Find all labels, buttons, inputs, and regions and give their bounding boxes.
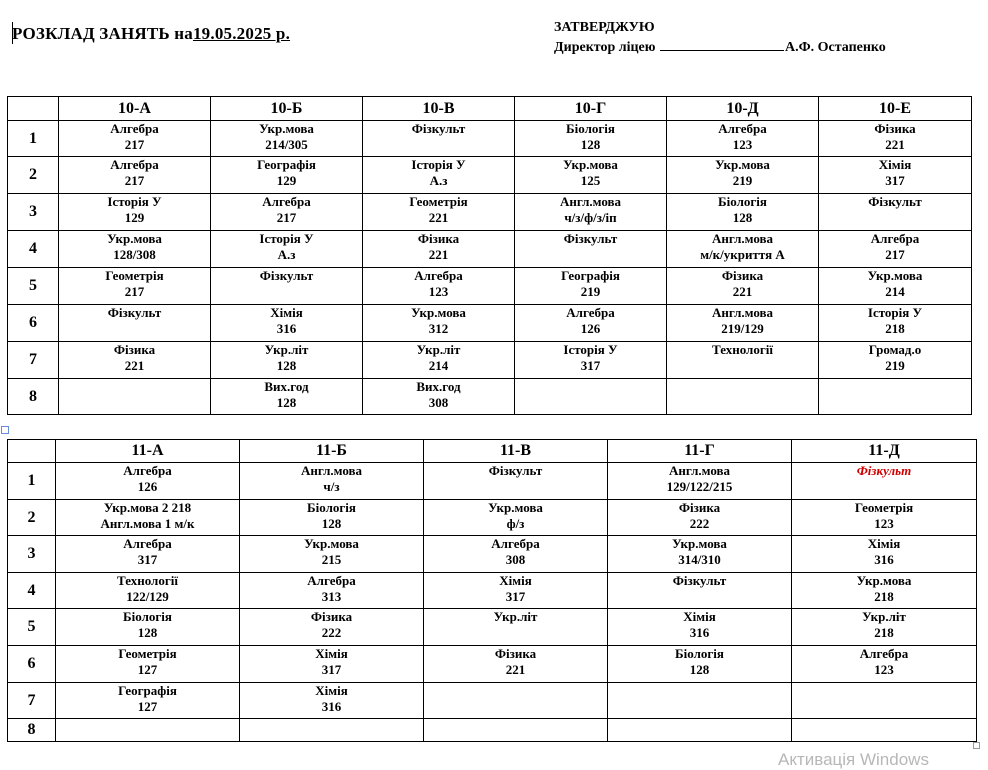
lesson-cell <box>56 719 240 742</box>
subject-label: Геометрія <box>854 500 914 515</box>
subject-label: Англ.мова <box>559 194 622 209</box>
lesson-cell <box>59 121 211 157</box>
subject-label: Громад.о <box>868 342 922 357</box>
subject-label: Англ.мова <box>300 463 363 478</box>
lesson-cell <box>608 536 792 573</box>
lesson-row <box>8 609 977 646</box>
room-label: 317 <box>885 173 905 188</box>
lesson-cell <box>667 379 819 415</box>
lesson-cell <box>56 683 240 719</box>
subject-label: Географія <box>257 157 316 172</box>
table-anchor-icon <box>1 426 9 434</box>
lesson-cell <box>819 379 972 415</box>
subject-label: Фізкульт <box>259 268 314 283</box>
room-label: 221 <box>732 284 753 299</box>
room-label: ф/з <box>506 516 525 531</box>
subject-label: Фізика <box>874 121 916 136</box>
lesson-row <box>8 342 972 379</box>
subject-label: Біологія <box>675 646 724 661</box>
lesson-cell <box>211 121 363 157</box>
lesson-cell <box>363 194 515 231</box>
room-label: 128 <box>580 137 601 152</box>
room-label: 221 <box>428 210 449 225</box>
lesson-cell <box>819 157 972 194</box>
lesson-number: 7 <box>8 342 59 379</box>
subject-label: Хімія <box>499 573 532 588</box>
room-label: 128 <box>276 358 297 373</box>
lesson-cell <box>424 609 608 646</box>
lesson-cell <box>515 379 667 415</box>
subject-label: Фізика <box>113 342 156 357</box>
lesson-row <box>8 194 972 231</box>
subject-label: Укр.мова <box>563 157 618 172</box>
schedule-table-grade-10 <box>7 96 972 415</box>
lesson-cell <box>515 268 667 305</box>
lesson-cell <box>56 609 240 646</box>
lesson-cell <box>211 379 363 415</box>
lesson-cell <box>608 609 792 646</box>
room-label: 222 <box>321 625 342 640</box>
approval-block <box>554 18 886 58</box>
lesson-cell <box>363 231 515 268</box>
subject-label: Фізика <box>494 646 537 661</box>
schedule-title <box>12 24 290 44</box>
lesson-cell <box>515 157 667 194</box>
director-line <box>554 38 886 58</box>
subject-label: Укр.літ <box>493 609 538 624</box>
subject-label: Англ.мова <box>711 231 774 246</box>
subject-label: Хімія <box>315 683 348 698</box>
room-label: 219 <box>580 284 601 299</box>
room-label: 316 <box>321 699 342 714</box>
lesson-cell <box>667 194 819 231</box>
room-label: 218 <box>874 625 894 640</box>
lesson-cell <box>363 342 515 379</box>
subject-label: Хімія <box>315 646 348 661</box>
lesson-cell <box>59 157 211 194</box>
lesson-cell <box>792 646 977 683</box>
lesson-cell <box>240 500 424 536</box>
title-prefix: РОЗКЛАД ЗАНЯТЬ на <box>12 24 193 43</box>
subject-label: Фізкульт <box>411 121 466 136</box>
lesson-cell <box>667 121 819 157</box>
subject-label: Алгебра <box>123 536 172 551</box>
lesson-row <box>8 573 977 609</box>
subject-label: Історія У <box>563 342 618 357</box>
room-label: 123 <box>874 516 894 531</box>
room-label: 128 <box>276 395 297 410</box>
lesson-number: 3 <box>8 194 59 231</box>
lesson-cell <box>608 500 792 536</box>
lesson-cell <box>515 305 667 342</box>
room-label: 316 <box>874 552 894 567</box>
room-label: 217 <box>124 137 145 152</box>
lesson-cell <box>792 536 977 573</box>
lesson-number: 6 <box>8 305 59 342</box>
lesson-row <box>8 719 977 742</box>
subject-label: Геометрія <box>118 646 177 661</box>
room-label: 218 <box>885 321 905 336</box>
room-label: 123 <box>428 284 449 299</box>
subject-label: Алгебра <box>262 194 311 209</box>
lesson-cell <box>59 342 211 379</box>
lesson-cell <box>211 231 363 268</box>
lesson-cell <box>59 379 211 415</box>
subject-label: Фізкульт <box>672 573 727 588</box>
subject-label: Технології <box>712 342 773 357</box>
subject-label: Укр.мова <box>107 231 162 246</box>
approve-label: ЗАТВЕРДЖУЮ <box>554 20 655 35</box>
lesson-cell <box>56 463 240 500</box>
subject-label: Географія <box>561 268 620 283</box>
lesson-cell <box>608 646 792 683</box>
lesson-cell <box>819 268 972 305</box>
subject-label: Укр.мова <box>672 536 727 551</box>
corner-cell <box>8 440 56 463</box>
subject-label: Історія У <box>867 305 923 320</box>
room-label: 127 <box>137 699 158 714</box>
lesson-cell <box>363 379 515 415</box>
page-corner-mark <box>973 742 980 749</box>
subject-label: Хімія <box>270 305 303 320</box>
subject-label: Біологія <box>718 194 767 209</box>
room-label: 129 <box>276 173 297 188</box>
lesson-cell <box>240 573 424 609</box>
room-label: 222 <box>689 516 710 531</box>
lesson-cell <box>424 536 608 573</box>
room-label: 126 <box>580 321 601 336</box>
room-label: 214/305 <box>265 137 308 152</box>
subject-label: Фізика <box>678 500 721 515</box>
room-label: 215 <box>321 552 342 567</box>
lesson-cell <box>363 157 515 194</box>
room-label: 317 <box>321 662 342 677</box>
lesson-cell <box>424 463 608 500</box>
lesson-cell <box>240 463 424 500</box>
lesson-cell <box>792 463 977 500</box>
lesson-row <box>8 463 977 500</box>
room-label: 125 <box>580 173 601 188</box>
room-label: 123 <box>732 137 753 152</box>
lesson-cell <box>667 231 819 268</box>
subject-label: Англ.мова <box>711 305 774 320</box>
lesson-row <box>8 683 977 719</box>
lesson-row <box>8 121 972 157</box>
lesson-cell <box>792 719 977 742</box>
lesson-row <box>8 157 972 194</box>
subject-label: Алгебра <box>859 646 909 661</box>
subject-label: Біологія <box>307 500 356 515</box>
room-label: 214 <box>428 358 449 373</box>
lesson-cell <box>211 305 363 342</box>
lesson-cell <box>56 500 240 536</box>
subject-label: Фізкульт <box>563 231 618 246</box>
subject-label: Вих.год <box>416 379 461 394</box>
room-label: 316 <box>276 321 297 336</box>
room-label: 122/129 <box>126 589 169 604</box>
subject-label: Алгебра <box>491 536 540 551</box>
lesson-cell <box>515 342 667 379</box>
lesson-cell <box>211 342 363 379</box>
lesson-cell <box>240 646 424 683</box>
lesson-number: 1 <box>8 463 56 500</box>
room-label: 314/310 <box>678 552 721 567</box>
lesson-number: 3 <box>8 536 56 573</box>
subject-label: Алгебра <box>718 121 767 136</box>
room-label: ч/з <box>323 479 340 494</box>
lesson-cell <box>240 719 424 742</box>
lesson-row <box>8 646 977 683</box>
lesson-cell <box>211 194 363 231</box>
room-label: 219 <box>885 358 905 373</box>
lesson-cell <box>608 463 792 500</box>
room-label: 308 <box>505 552 526 567</box>
subject-label: Алгебра <box>110 157 159 172</box>
lesson-number: 8 <box>8 379 59 415</box>
class-header: 10-Д <box>667 97 819 121</box>
lesson-cell <box>240 536 424 573</box>
director-label: Директор ліцею <box>554 40 656 55</box>
subject-label: Геометрія <box>105 268 164 283</box>
title-date: 19.05.2025 р. <box>192 24 291 43</box>
lesson-number: 1 <box>8 121 59 157</box>
lesson-cell <box>59 305 211 342</box>
room-label: 217 <box>124 173 145 188</box>
room-label: 128 <box>732 210 753 225</box>
room-label: 128/308 <box>113 247 156 262</box>
schedule-table-grade-11 <box>7 439 977 742</box>
subject-label: Геометрія <box>409 194 468 209</box>
header-row <box>8 440 977 463</box>
lesson-cell <box>792 573 977 609</box>
lesson-cell <box>515 231 667 268</box>
subject-label: Алгебра <box>110 121 159 136</box>
subject-label: Фізика <box>417 231 460 246</box>
lesson-cell <box>211 268 363 305</box>
room-label: 128 <box>137 625 158 640</box>
lesson-cell <box>56 573 240 609</box>
room-label: ч/з/ф/з/іп <box>564 210 617 225</box>
lesson-cell <box>819 342 972 379</box>
lesson-cell <box>515 194 667 231</box>
lesson-row <box>8 536 977 573</box>
windows-activation-watermark: Активація Windows <box>778 750 929 769</box>
subject-label: Англ.мова <box>668 463 731 478</box>
room-label: 217 <box>276 210 297 225</box>
class-header: 11-А <box>56 440 240 463</box>
room-label: 129 <box>124 210 145 225</box>
subject-label: Укр.літ <box>862 609 906 624</box>
lesson-row <box>8 231 972 268</box>
lesson-cell <box>211 157 363 194</box>
subject-label: Історія У <box>107 194 162 209</box>
lesson-number: 2 <box>8 500 56 536</box>
subject-label: Фізика <box>310 609 353 624</box>
room-label: 317 <box>137 552 158 567</box>
lesson-cell <box>819 121 972 157</box>
room-label: 221 <box>124 358 145 373</box>
director-name: А.Ф. Остапенко <box>784 40 886 55</box>
subject-label: Хімія <box>867 536 901 551</box>
lesson-cell <box>59 194 211 231</box>
subject-label: Алгебра <box>566 305 615 320</box>
lesson-number: 6 <box>8 646 56 683</box>
lesson-cell <box>424 500 608 536</box>
lesson-number: 4 <box>8 573 56 609</box>
subject-label: Укр.мова <box>867 268 923 283</box>
class-header: 11-В <box>424 440 608 463</box>
lesson-cell <box>424 719 608 742</box>
lesson-cell <box>608 719 792 742</box>
subject-label: Хімія <box>683 609 716 624</box>
lesson-cell <box>792 609 977 646</box>
subject-label: Алгебра <box>307 573 356 588</box>
room-label: Англ.мова 1 м/к <box>100 516 195 531</box>
lesson-cell <box>240 683 424 719</box>
lesson-cell <box>667 342 819 379</box>
signature-line <box>660 38 784 51</box>
room-label: 128 <box>321 516 342 531</box>
subject-label: Технології <box>117 573 178 588</box>
room-label: 127 <box>137 662 158 677</box>
room-label: 219 <box>732 173 753 188</box>
room-label: 316 <box>689 625 710 640</box>
lesson-cell <box>59 231 211 268</box>
subject-label: Укр.мова 2 218 <box>103 500 192 515</box>
lesson-cell <box>363 268 515 305</box>
lesson-cell <box>819 305 972 342</box>
lesson-cell <box>56 646 240 683</box>
lesson-cell <box>792 683 977 719</box>
subject-label: Укр.мова <box>411 305 466 320</box>
room-label: 218 <box>874 589 894 604</box>
room-label: 217 <box>885 247 905 262</box>
subject-label: Історія У <box>259 231 314 246</box>
subject-label: Фізкульт <box>107 305 162 320</box>
room-label: 221 <box>505 662 526 677</box>
subject-label: Укр.мова <box>856 573 912 588</box>
lesson-cell <box>240 609 424 646</box>
lesson-row <box>8 268 972 305</box>
room-label: 123 <box>874 662 894 677</box>
subject-label: Алгебра <box>870 231 920 246</box>
lesson-cell <box>363 305 515 342</box>
class-header: 10-В <box>363 97 515 121</box>
subject-label: Біологія <box>123 609 172 624</box>
class-header: 11-Б <box>240 440 424 463</box>
lesson-number: 2 <box>8 157 59 194</box>
lesson-cell <box>667 157 819 194</box>
subject-label: Укр.мова <box>304 536 359 551</box>
subject-label: Хімія <box>878 157 912 172</box>
room-label: 308 <box>428 395 449 410</box>
subject-label: Вих.год <box>264 379 309 394</box>
lesson-cell <box>59 268 211 305</box>
lesson-row <box>8 305 972 342</box>
lesson-cell <box>424 646 608 683</box>
class-header: 10-Б <box>211 97 363 121</box>
room-label: А.з <box>277 247 296 262</box>
class-header: 10-А <box>59 97 211 121</box>
lesson-number: 5 <box>8 268 59 305</box>
subject-label: Укр.літ <box>264 342 309 357</box>
room-label: 126 <box>137 479 158 494</box>
lesson-number: 7 <box>8 683 56 719</box>
room-label: 129/122/215 <box>666 479 733 494</box>
room-label: 217 <box>124 284 145 299</box>
lesson-number: 4 <box>8 231 59 268</box>
subject-label: Біологія <box>566 121 615 136</box>
subject-label: Алгебра <box>123 463 172 478</box>
lesson-cell <box>819 194 972 231</box>
subject-label: Укр.мова <box>715 157 770 172</box>
subject-label: Географія <box>118 683 177 698</box>
subject-label: Укр.мова <box>488 500 543 515</box>
lesson-cell <box>56 536 240 573</box>
class-header: 10-Е <box>819 97 972 121</box>
lesson-number: 8 <box>8 719 56 742</box>
lesson-row <box>8 500 977 536</box>
subject-label: Фізкульт <box>488 463 543 478</box>
room-label: 317 <box>580 358 601 373</box>
class-header: 11-Д <box>792 440 977 463</box>
lesson-row <box>8 379 972 415</box>
corner-cell <box>8 97 59 121</box>
lesson-cell <box>667 305 819 342</box>
lesson-cell <box>363 121 515 157</box>
lesson-cell <box>515 121 667 157</box>
room-label: 221 <box>885 137 905 152</box>
lesson-cell <box>667 268 819 305</box>
room-label: 317 <box>505 589 526 604</box>
room-label: м/к/укриття А <box>700 247 785 262</box>
lesson-cell <box>792 500 977 536</box>
room-label: А.з <box>429 173 448 188</box>
room-label: 312 <box>428 321 449 336</box>
lesson-cell <box>424 683 608 719</box>
subject-label: Укр.мова <box>259 121 314 136</box>
subject-label: Історія У <box>411 157 466 172</box>
lesson-cell <box>608 683 792 719</box>
header-row <box>8 97 972 121</box>
lesson-cell <box>424 573 608 609</box>
lesson-number: 5 <box>8 609 56 646</box>
class-header: 10-Г <box>515 97 667 121</box>
class-header: 11-Г <box>608 440 792 463</box>
room-label: 214 <box>885 284 905 299</box>
lesson-cell <box>608 573 792 609</box>
subject-label: Фізика <box>721 268 764 283</box>
room-label: 221 <box>428 247 449 262</box>
room-label: 219/129 <box>721 321 764 336</box>
room-label: 128 <box>689 662 710 677</box>
lesson-cell <box>819 231 972 268</box>
room-label: 313 <box>321 589 342 604</box>
subject-label: Алгебра <box>414 268 463 283</box>
subject-label: Фізкульт <box>868 194 922 209</box>
subject-label: Фізкульт <box>856 463 912 478</box>
subject-label: Укр.літ <box>416 342 461 357</box>
